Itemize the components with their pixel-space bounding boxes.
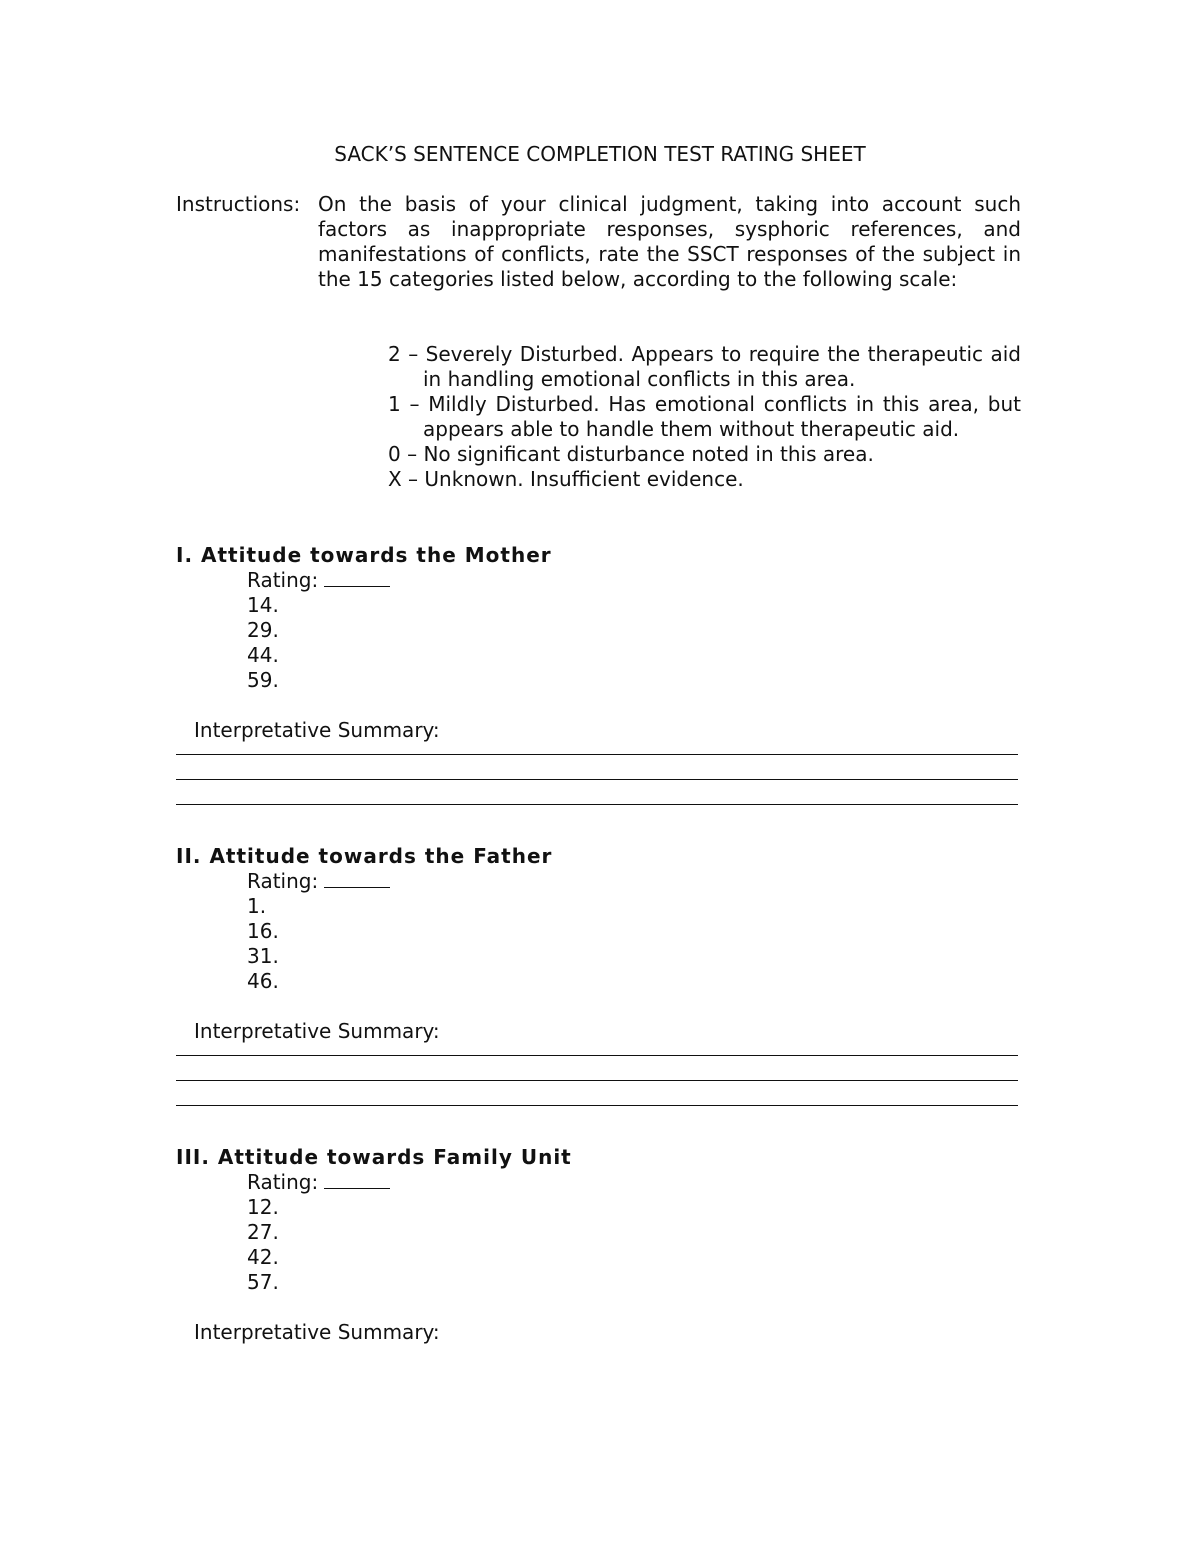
section-father: [176, 844, 1021, 1130]
summary-lines[interactable]: [176, 1055, 1021, 1106]
list-item: 12.: [247, 1195, 279, 1219]
list-item: 14.: [247, 593, 279, 617]
rating-label: Rating:: [247, 568, 319, 592]
list-item: 42.: [247, 1245, 279, 1269]
list-item: 16.: [247, 919, 279, 943]
list-item: 29.: [247, 618, 279, 642]
rating-blank[interactable]: [324, 568, 390, 587]
list-item: 27.: [247, 1220, 279, 1244]
summary-label: Interpretative Summary:: [194, 1019, 440, 1043]
summary-label: Interpretative Summary:: [194, 718, 440, 742]
section-title: II. Attitude towards the Father: [176, 844, 553, 868]
section-family-unit: [176, 1145, 1021, 1345]
rating-blank[interactable]: [324, 869, 390, 888]
summary-lines[interactable]: [176, 754, 1021, 805]
instructions-label: Instructions:: [176, 192, 301, 216]
rating-row: [247, 1170, 1021, 1195]
summary-line[interactable]: [176, 779, 1018, 780]
list-item: 44.: [247, 643, 279, 667]
section-mother: [176, 543, 1021, 829]
scale-item-0: 0 – No significant disturbance noted in this area.: [388, 442, 874, 466]
list-item: 46.: [247, 969, 279, 993]
list-item: 31.: [247, 944, 279, 968]
rating-row: [247, 869, 1021, 894]
summary-label: Interpretative Summary:: [194, 1320, 440, 1344]
list-item: 57.: [247, 1270, 279, 1294]
page-title: SACK’S SENTENCE COMPLETION TEST RATING SHEET: [334, 142, 866, 166]
rating-row: [247, 568, 1021, 593]
item-list: [247, 1195, 1021, 1295]
item-list: [247, 894, 1021, 994]
rating-label: Rating:: [247, 1170, 319, 1194]
rating-scale: [388, 342, 1021, 492]
section-title: III. Attitude towards Family Unit: [176, 1145, 572, 1169]
summary-line[interactable]: [176, 804, 1018, 805]
instructions-text: On the basis of your clinical judgment, taking into account such factors as inappropriate responses, sysphoric references, and manifestations of conflicts, rate the SSCT responses of the subject in the 15 categories listed below, according to the following scale:: [318, 192, 1021, 291]
item-list: [247, 593, 1021, 693]
summary-line[interactable]: [176, 1080, 1018, 1081]
list-item: 59.: [247, 668, 279, 692]
rating-label: Rating:: [247, 869, 319, 893]
summary-line[interactable]: [176, 1105, 1018, 1106]
summary-line[interactable]: [176, 754, 1018, 755]
summary-line[interactable]: [176, 1055, 1018, 1056]
rating-blank[interactable]: [324, 1170, 390, 1189]
list-item: 1.: [247, 894, 267, 918]
scale-item-x: X – Unknown. Insufficient evidence.: [388, 467, 744, 491]
section-title: I. Attitude towards the Mother: [176, 543, 552, 567]
scale-item-2: 2 – Severely Disturbed. Appears to require the therapeutic aid in handling emotional conflicts in this area.: [388, 342, 1021, 391]
scale-item-1: 1 – Mildly Disturbed. Has emotional conflicts in this area, but appears able to handle them without therapeutic aid.: [388, 392, 1021, 441]
